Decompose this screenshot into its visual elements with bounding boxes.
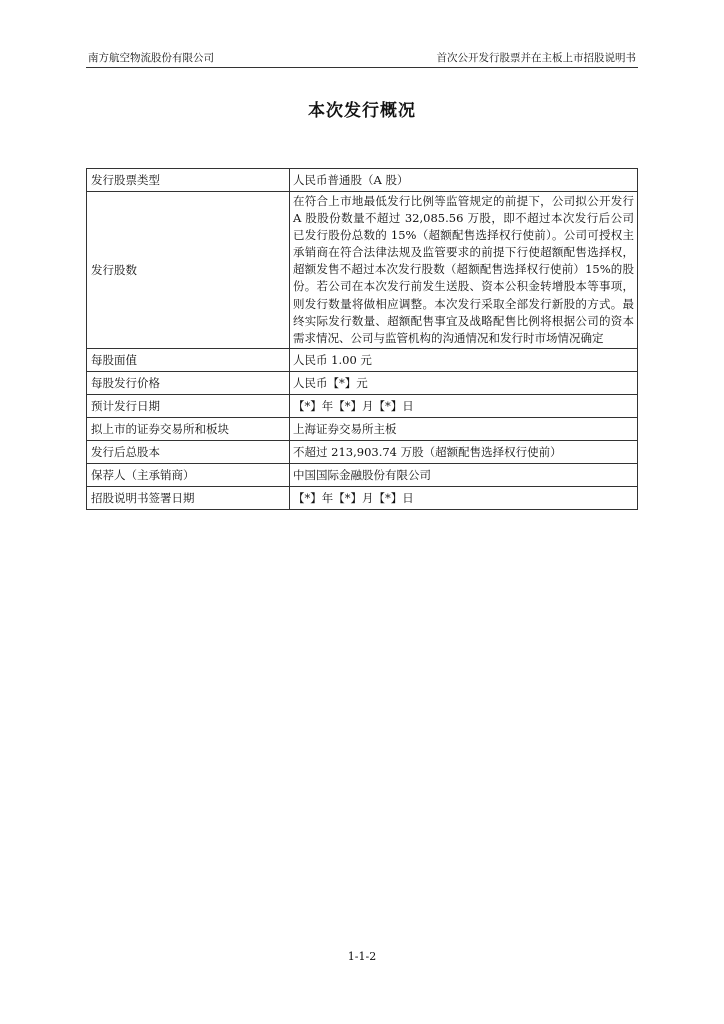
page-number: 1-1-2 bbox=[347, 950, 377, 963]
row-value: 中国国际金融股份有限公司 bbox=[290, 463, 638, 486]
table-row bbox=[87, 394, 638, 417]
table-row bbox=[87, 463, 638, 486]
offering-overview-table bbox=[86, 168, 638, 510]
row-value: 在符合上市地最低发行比例等监管规定的前提下，公司拟公开发行 A 股股份数量不超过 32,085.56 万股，即不超过本次发行后公司已发行股份总数的 15%（超额配售选择权行使前）。公司可授权主承销商在符合法律法规及监管要求的前提下行使超额配售选择权，超额发售不超过本次发行股数（超额配售选择权行使前）15%的股份。若公司在本次发行前发生送股、资本公积金转增股本等事项，则发行数量将做相应调整。本次发行采取全部发行新股的方式。最终实际发行数量、超额配售事宜及战略配售比例将根据公司的资本需求情况、公司与监管机构的沟通情况和发行时市场情况确定 bbox=[290, 192, 638, 349]
row-label: 保荐人（主承销商） bbox=[87, 463, 290, 486]
row-label: 发行股数 bbox=[87, 192, 290, 349]
page-title: 本次发行概况 bbox=[308, 101, 416, 121]
header-company: 南方航空物流股份有限公司 bbox=[88, 52, 214, 64]
table-row bbox=[87, 192, 638, 349]
row-label: 每股面值 bbox=[87, 348, 290, 371]
row-label: 招股说明书签署日期 bbox=[87, 486, 290, 509]
table-row bbox=[87, 169, 638, 192]
row-value: 人民币普通股（A 股） bbox=[290, 169, 638, 192]
row-value: 上海证券交易所主板 bbox=[290, 417, 638, 440]
row-label: 发行后总股本 bbox=[87, 440, 290, 463]
table-row bbox=[87, 440, 638, 463]
row-value: 人民币 1.00 元 bbox=[290, 348, 638, 371]
row-value: 人民币【*】元 bbox=[290, 371, 638, 394]
row-label: 每股发行价格 bbox=[87, 371, 290, 394]
table-row bbox=[87, 486, 638, 509]
row-label: 拟上市的证券交易所和板块 bbox=[87, 417, 290, 440]
row-value: 【*】年【*】月【*】日 bbox=[290, 394, 638, 417]
table-row bbox=[87, 348, 638, 371]
row-value: 不超过 213,903.74 万股（超额配售选择权行使前） bbox=[290, 440, 638, 463]
row-label: 发行股票类型 bbox=[87, 169, 290, 192]
page-header bbox=[86, 51, 638, 68]
header-document-title: 首次公开发行股票并在主板上市招股说明书 bbox=[436, 52, 636, 64]
row-value: 【*】年【*】月【*】日 bbox=[290, 486, 638, 509]
table-row bbox=[87, 417, 638, 440]
row-label: 预计发行日期 bbox=[87, 394, 290, 417]
table-row bbox=[87, 371, 638, 394]
